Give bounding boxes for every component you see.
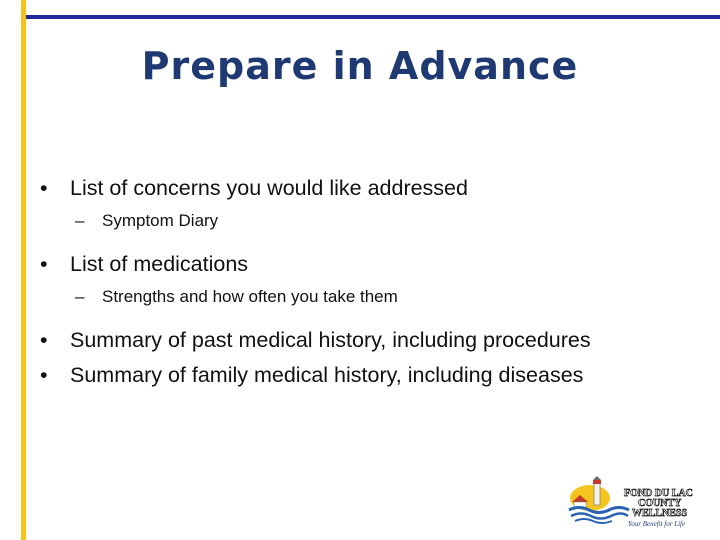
bullet-item [40,324,710,356]
logo-line-1: FOND DU LAC [624,488,693,499]
logo-tagline: Your Benefit for Life [628,520,686,528]
logo-line-2: COUNTY [638,498,682,509]
logo-line-3: WELLNESS [632,508,688,519]
bullet-marker: • [40,176,48,200]
sub-bullet-item [75,208,710,234]
bullet-item [40,172,710,204]
bullet-marker: • [40,328,48,352]
sub-bullet-item [75,284,710,310]
sub-bullet-text: Symptom Diary [102,211,219,230]
lighthouse-tower [594,483,600,505]
sub-bullet-text: Strengths and how often you take them [102,287,398,306]
bullet-item [40,359,710,391]
dash-marker: – [75,287,85,306]
bullet-item [40,248,710,280]
bullet-text: List of medications [70,252,249,276]
bullet-text: Summary of past medical history, including procedures [70,328,591,352]
blue-accent-line [26,15,720,19]
bullet-text: Summary of family medical history, including diseases [70,363,584,387]
county-wellness-logo [566,474,708,532]
slide-title: Prepare in Advance [141,44,579,88]
dash-marker: – [75,211,85,230]
bullet-list [40,172,710,391]
bullet-marker: • [40,363,48,387]
bullet-text: List of concerns you would like addressed [70,176,468,200]
bullet-marker: • [40,252,48,276]
